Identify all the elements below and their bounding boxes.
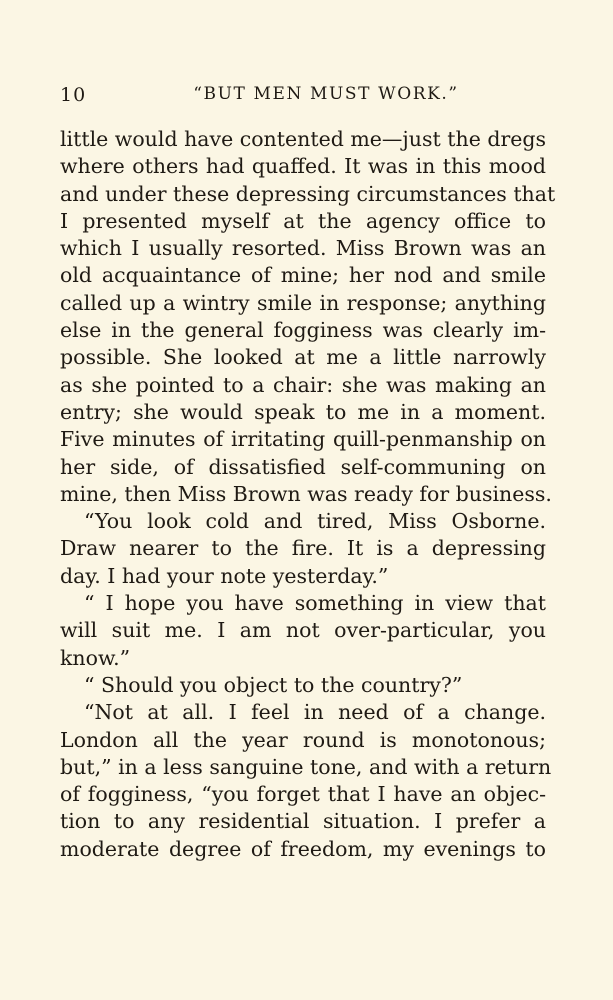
text-line: mine, then Miss Brown was ready for business. [60,481,552,506]
running-title: “BUT MEN MUST WORK.” [193,84,459,104]
text-line: “You look cold and tired, Miss Osborne. [84,509,546,534]
text-line: old acquaintance of mine; her nod and smile [60,263,546,288]
text-line: entry; she would speak to me in a moment. [60,399,546,424]
text-line: day. I had your note yesterday.” [60,563,389,588]
text-line: “ Should you object to the country?” [84,672,463,697]
text-line: I presented myself at the agency office to [60,208,546,233]
text-line: will suit me. I am not over-particular, you [60,618,546,643]
text-line: moderate degree of freedom, my evenings to [60,836,546,861]
text-line: “Not at all. I feel in need of a change. [84,700,546,725]
text-line: and under these depressing circumstances that [60,181,556,206]
text-line: where others had quaffed. It was in this mood [60,154,546,179]
text-line: called up a wintry smile in response; anything [60,290,546,315]
text-line: of fogginess, “you forget that I have an objec- [60,782,546,807]
body-text [60,126,556,863]
text-line: but,” in a less sanguine tone, and with a return [60,754,552,779]
text-line: Draw nearer to the fire. It is a depressing [60,536,546,561]
text-line: her side, of dissatisfied self-communing on [60,454,546,479]
text-line: tion to any residential situation. I prefer a [60,809,546,834]
text-line: know.” [60,645,131,670]
text-line: as she pointed to a chair: she was making an [60,372,546,397]
text-line: “ I hope you have something in view that [84,591,546,616]
text-line: London all the year round is monotonous; [60,727,546,752]
text-line: little would have contented me—just the dregs [60,127,547,151]
text-line: Five minutes of irritating quill-penmanship on [60,427,546,452]
text-line: possible. She looked at me a little narrowly [60,345,546,370]
text-line: which I usually resorted. Miss Brown was an [60,236,546,261]
page-number: 10 [60,84,87,106]
running-head [60,84,546,112]
text-line: else in the general fogginess was clearly im- [60,318,546,343]
